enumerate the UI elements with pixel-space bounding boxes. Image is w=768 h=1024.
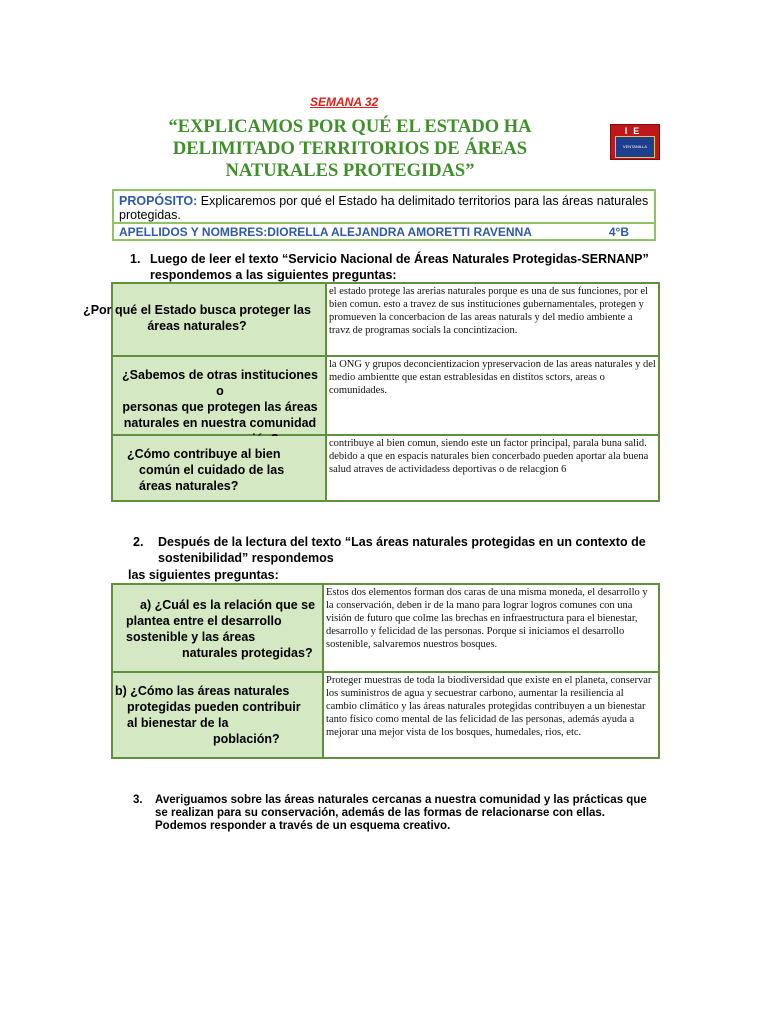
question-line: plantea entre el desarrollo	[126, 614, 282, 628]
purpose-text: Explicaremos por qué el Estado ha delimitado territorios para las áreas naturales protegidas.	[119, 194, 649, 222]
section2-table	[111, 583, 660, 759]
question-line: áreas naturales?	[139, 479, 239, 493]
section1-table	[83, 282, 660, 502]
section2-intro-line: Después de la lectura del texto “Las áreas naturales protegidas en un contexto de	[158, 535, 646, 549]
page-title	[150, 116, 550, 182]
question-cell	[112, 356, 326, 435]
title-line: DELIMITADO TERRITORIOS DE ÁREAS	[172, 139, 528, 159]
purpose-box	[112, 189, 656, 241]
student-name-line	[119, 225, 651, 239]
section1-intro-line: respondemos a las siguientes preguntas:	[150, 268, 397, 282]
table-row	[112, 356, 659, 435]
question-cell	[83, 283, 326, 356]
purpose-divider	[114, 222, 654, 224]
question-line: ¿Sabemos de otras instituciones o	[122, 368, 318, 398]
logo-letters: IE	[624, 126, 646, 136]
week-label: SEMANA 32	[310, 95, 379, 109]
table-row	[112, 672, 659, 758]
question-line: b) ¿Cómo las áreas naturales	[115, 684, 290, 698]
question-cell	[112, 435, 326, 501]
question-line: naturales protegidas?	[182, 646, 313, 660]
student-name: APELLIDOS Y NOMBRES:DIORELLA ALEJANDRA AMORETTI RAVENNA	[119, 225, 532, 239]
question-line: personas que protegen las áreas	[122, 400, 318, 414]
student-grade: 4°B	[608, 225, 629, 239]
school-logo	[610, 124, 660, 160]
section2-intro-line: las siguientes preguntas:	[128, 568, 279, 582]
title-line: NATURALES PROTEGIDAS”	[225, 161, 475, 181]
section2-number: 2.	[133, 535, 144, 549]
question-line: áreas naturales?	[147, 319, 247, 333]
question-line: ¿Por qué el Estado busca proteger las	[83, 303, 311, 317]
question-line: ¿Cómo contribuye al bien	[127, 447, 281, 461]
table-row	[112, 435, 659, 501]
question-line: población?	[213, 732, 280, 746]
logo-text: VENTANILLA	[622, 144, 648, 149]
question-cell	[112, 672, 323, 758]
question-line: común el cuidado de las	[139, 463, 285, 477]
answer-cell[interactable]: Estos dos elementos forman dos caras de una misma moneda, el desarrollo y la conservación, deben ir de la mano para lograr logros comunes con una visión de futuro que colme las brechas en infraestructura para el bienestar, desarrollo y felicidad de las personas. Porque si iniciamos el desarrollo sostenible, salvaremos nuestros bosques.	[323, 584, 659, 672]
table-row	[112, 283, 659, 356]
question-line: protegidas pueden contribuir	[127, 700, 301, 714]
title-line: “EXPLICAMOS POR QUÉ EL ESTADO HA	[168, 117, 532, 137]
logo-emblem	[615, 136, 655, 158]
answer-cell[interactable]: la ONG y grupos deconcientizacion ypreservacion de las areas naturales y del medio ambientte que estan estrablesidas en distitos sctors, areas o comunidades.	[326, 356, 659, 435]
section2-intro	[158, 534, 658, 566]
purpose-line	[119, 194, 651, 222]
question-cell	[112, 584, 323, 672]
question-line: al bienestar de la	[127, 716, 229, 730]
answer-cell[interactable]: el estado protege las arerias naturales porque es una de sus funciones, por el bien comun. esto a travez de sus instituciones gubernamentales, protegen y promueven la concerbacion de las areas naturals y del medio ambiente a travz de programas socials la concintizacion.	[326, 283, 659, 356]
table-row	[112, 584, 659, 672]
question-line: a) ¿Cuál es la relación que se	[140, 598, 316, 612]
section1-intro	[150, 251, 670, 283]
answer-cell[interactable]: Proteger muestras de toda la biodiversidad que existe en el planeta, conservar los suministros de agua y secuestrar carbono, aumentar la resiliencia al cambio climático y las áreas naturales protegidas contribuyen a un bienestar tanto físico como mental de las felicidad de las personas, además ayuda a mejorar una mejor vista de los bosques, humedales, rios, etc.	[323, 672, 659, 758]
section1-intro-line: Luego de leer el texto “Servicio Nacional de Áreas Naturales Protegidas-SERNANP”	[150, 252, 649, 266]
answer-cell[interactable]: contribuye al bien comun, siendo este un factor principal, parala buna salid. debido a que en espacis naturales bien concerbado pueden aportar ala buena salud atraves de actividadess deportivas o de relacgion 6	[326, 435, 659, 501]
section2-intro-line: sostenibilidad” respondemos	[158, 551, 334, 565]
question-line: naturales en nuestra comunidad	[123, 416, 317, 430]
section1-number: 1.	[130, 252, 141, 266]
section3-number: 3.	[133, 794, 143, 806]
purpose-label: PROPÓSITO:	[119, 194, 198, 208]
question-line: sostenible y las áreas	[126, 630, 256, 644]
section3-text: Averiguamos sobre las áreas naturales cercanas a nuestra comunidad y las prácticas que se realizan para su conservación, además de las formas de relacionarse con ellas. Podemos responder a través de un esquema creativo.	[155, 794, 647, 832]
